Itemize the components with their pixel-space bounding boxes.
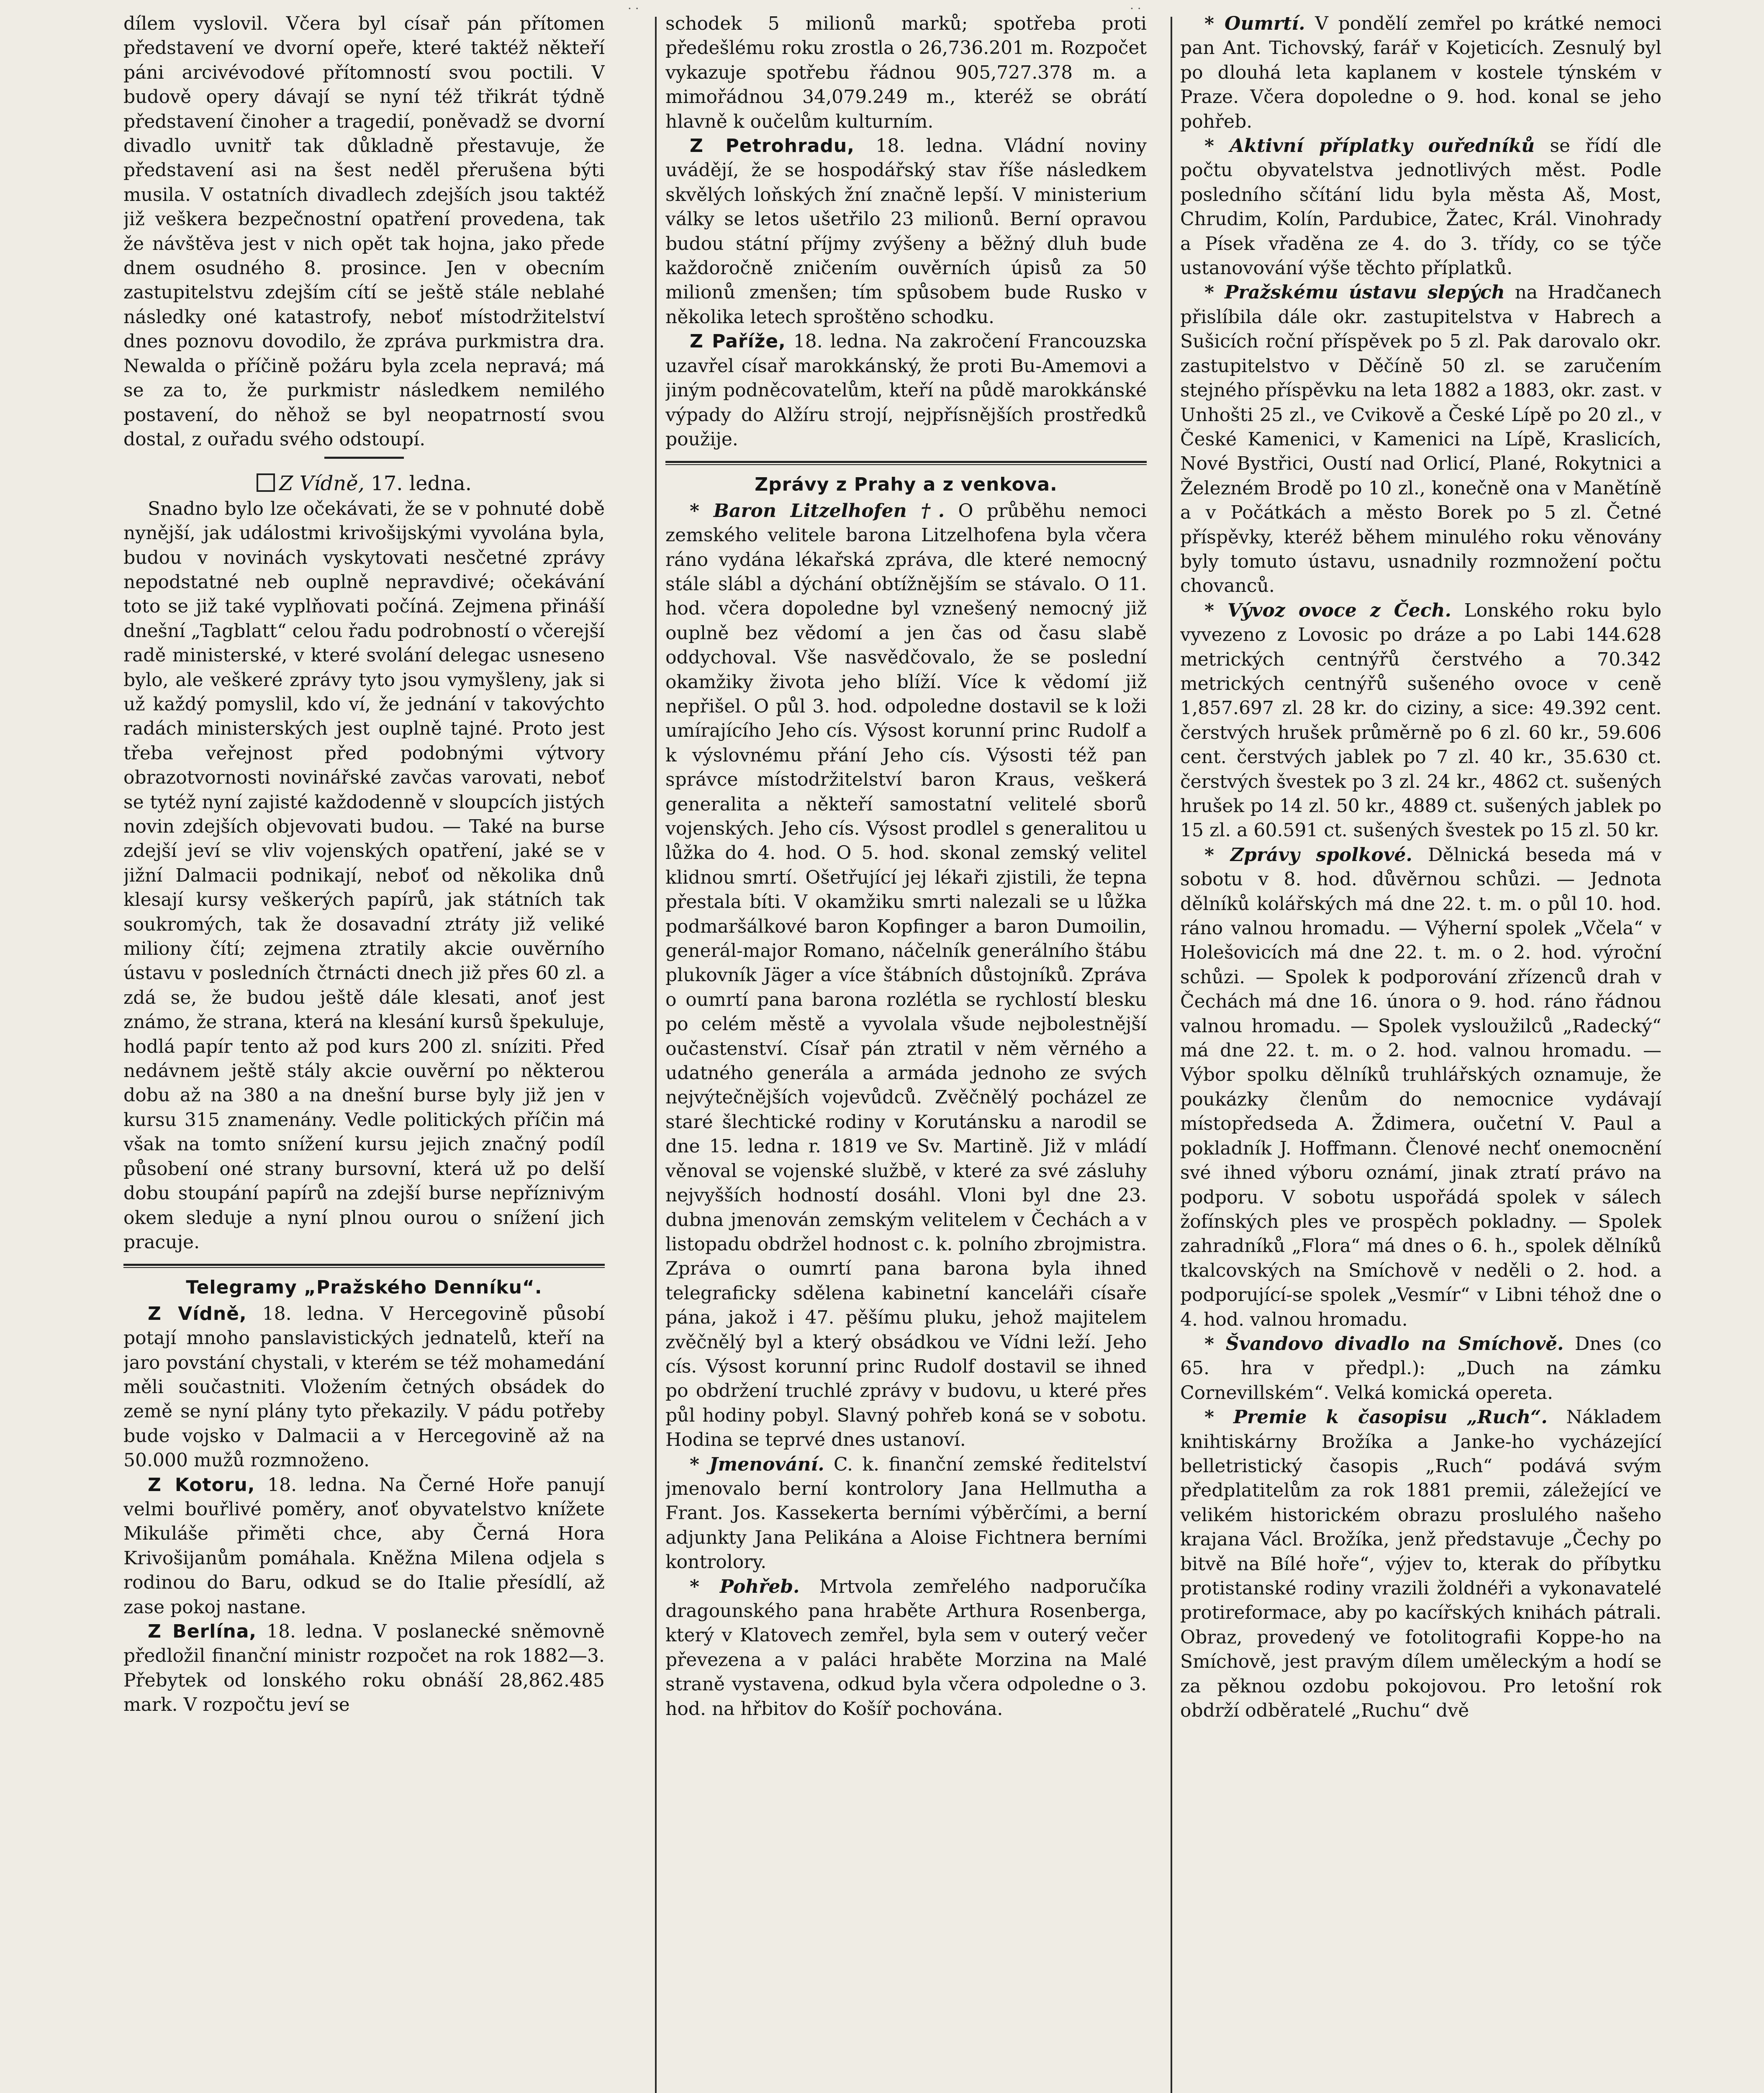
telegram-text: 18. ledna. Na zakročení Francouzska uzavřel císař marokkánský, že proti Bu-Amemovi a jiným podněcovatelům, kteří na půdě marokkánské výpady do Alžíru strojí, nejpřísnějších prostředků použije. [665, 331, 1147, 450]
news-title: * Premie k časopisu „Ruch“. [1204, 1406, 1548, 1428]
column-2 [665, 12, 1147, 2093]
news-text: V pondělí zemřel po krátké nemoci pan Ant. Tichovský, farář v Kojeticích. Zesnulý byl po dlouhá leta kaplanem v kostele týnském v Praze. Včera dopoledne o 9. hod. konal se jeho pohřeb. [1180, 13, 1661, 132]
news-title: * Zprávy spolkové. [1204, 844, 1412, 866]
page-marks: · · [628, 2, 639, 15]
telegram-text: 18. ledna. V poslanecké sněmovně předložil finanční ministr rozpočet na rok 1882—3. Přebytek od lonského roku obnáší 28,862.485 mark. V rozpočtu jeví se [123, 1621, 605, 1716]
telegram-place: Z Paříže, [690, 331, 786, 352]
column-1 [123, 12, 605, 2093]
section-rule [665, 461, 1147, 465]
news-text: C. k. finanční zemské ředitelství jmenovalo berní kontrolory Jana Hellmutha a Frant. Jos. Kassekerta berními výběrčími, a berní adjunkty Jana Pelikána a Aloise Fichtnera berními kontrolory. [665, 1453, 1147, 1573]
article-paragraph: dílem vyslovil. Včera byl císař pán přítomen představení ve dvorní opeře, které taktéž někteří páni arcivévodové přítomností svou poctili. V budově opery dávají se nyní též třikrát týdně představení činoher a tragedií, poněvadž se dvorní divadlo uvnitř tak důkladně přestavuje, že představení asi na šest neděl přerušena býti musila. V ostatních divadlech zdejších jsou taktéž již veškera bezpečnostní opatření provedena, tak že návštěva jest v nich opět tak hojna, jako přede dnem osudného 8. prosince. Jen v obecním zastupitelstvu zdejším cítí se ještě stále neblahé následky oné katastrofy, neboť místodržitelství dnes poznovu dovodilo, že zpráva purkmistra dra. Newalda o příčině požáru byla zcela nepravá; má se za to, že purkmistr následkem nemilého postavení, do něhož se byl neopatrností svou dostal, z ouřadu svého odstoupí. [123, 13, 605, 450]
news-item [1180, 599, 1661, 843]
dateline [123, 471, 605, 496]
telegram-text: 18. ledna. Na Černé Hoře panují velmi bouřlivé poměry, anoť obyvatelstvo knížete Mikuláše přiměti chce, aby Černá Hora Krivošijanům pomáhala. Kněžna Milena odjela s rodinou do Baru, odkud se do Italie přesídlí, až zase pokoj nastane. [123, 1474, 605, 1618]
section-rule [123, 1264, 605, 1268]
news-text: na Hradčanech přislíbila dále okr. zastupitelstva v Habrech a Sušicích roční příspěvek po 5 zl. Pak darovalo okr. zastupitelstvo v Děčíně 50 zl. se zaručením stejného příspěvku na leta 1882 a 1883, okr. zast. v Unhošti 25 zl., ve Cvikově a České Lípě po 20 zl., v České Kamenici, v Kamenici na Lípě, Kraslicích, Nové Bystřici, Oustí nad Orlicí, Plané, Rokytnici a Železném Brodě po 10 zl., konečně ona v Manětíně a v Počátkách a město Borek po 5 zl. Četné příspěvky, kteréž během minulého roku věnovány byly tomuto ústavu, usnadnily rozmnožení počtu chovanců. [1180, 282, 1661, 597]
news-item [1180, 1332, 1661, 1405]
news-title: * Baron Litzelhofen †. [690, 500, 945, 522]
news-item [665, 499, 1147, 1453]
news-title: * Pražskému ústavu slepých [1204, 282, 1505, 303]
news-item [1180, 12, 1661, 134]
telegram-place: Z Kotoru, [148, 1474, 255, 1496]
news-text: Dělnická beseda má v sobotu v 8. hod. důvěrnou schůzi. — Jednota dělníků kolářských má dne 22. t. m. o půl 10. hod. ráno valnou hromadu. — Výherní spolek „Včela“ v Holešovicích má dne 22. t. m. o 2. hod. výroční schůzi. — Spolek k podporování zřízenců drah v Čechách má dne 16. února o 9. hod. ráno řádnou valnou hromadu. — Spolek vysloužilců „Radecký“ má dne 22. t. m. o 2. hod. valnou hromadu. — Výbor spolku dělníků truhlářských oznamuje, že poukázky členům do nemocnice vydávají místopředseda A. Ždimera, oučetní V. Paul a pokladník J. Hoffmann. Členové nechť onemocnění své ihned výboru oznámí, jinak ztratí právo na podporu. V sobotu uspořádá spolek v sálech žofínských ples ve prospěch pokladny. — Spolek zahradníků „Flora“ má dnes o 6. h., spolek dělníků tkalcovských na Smíchově v neděli o 2. hod. a podporující-se spolek „Vesmír“ v Libni téhož dne o 4. hod. valnou hromadu. [1180, 844, 1661, 1330]
news-item [665, 1575, 1147, 1721]
page-marks: · · [1130, 2, 1141, 15]
news-text: se řídí dle počtu obyvatelstva jednotlivých měst. Podle posledního sčítání lidu byla města Aš, Most, Chrudim, Kolín, Pardubice, Žatec, Král. Vinohrady a Písek vřaděna ze 4. do 3. třídy, co se týče ustanovování výše těchto příplatků. [1180, 135, 1661, 279]
article-paragraph: Snadno bylo lze očekávati, že se v pohnuté době nynější, jak událostmi krivošijskými vyvolána byla, budou v novinách vyskytovati nesčetné zprávy nepodstatné neb ouplně nepravdivé; očekávání toto se již také vyplňovati počíná. Zejmena přináší dnešní „Tagblatt“ celou řadu podrobností o včerejší radě ministerské, v které svolání delegac usneseno bylo, ale veškeré zprávy tyto jsou vymyšleny, jak si už každý pomyslil, kdo ví, že jednání v takovýchto radách ministerských jest ouplně tajné. Proto jest třeba veřejnost před podobnými výtvory obrazotvornosti novinářské zavčas varovati, neboť se tytéž nyní zajisté každodenně v sloupcích jistých novin zdejších objevovati budou. — Také na burse zdejší jeví se vliv vojenských opatření, jaké se v jižní Dalmacii podnikají, neboť od několika dnů klesají kursy veškerých papírů, jak státních tak soukromých, tak že dosavadní ztráty již veliké miliony čítí; zejmena ztratily akcie ouvěrního ústavu v posledních čtrnácti dnech již přes 60 zl. a zdá se, že budou ještě dále klesati, anoť jest známo, že strana, která na klesání kursů špekuluje, hodlá papír tento až pod kurs 200 zl. sníziti. Před nedávnem ještě stály akcie ouvěrní po některou dobu až na 380 a na dnešní burse byly již jen v kursu 315 znamenány. Vedle politických příčin má však na tomto snížení kursu jejich značný podíl působení oné strany bursovní, která už po delší dobu stoupání papírů na zdejší burse nepříznivým okem sleduje a nyní plnou ourou o snížení jich pracuje. [123, 498, 605, 1253]
news-title: * Oumrtí. [1204, 13, 1305, 34]
telegram-text: 18. ledna. V Hercegovině působí potají mnoho panslavistických jednatelů, kteří na jaro povstání chystali, v kterém se též mohamedání měli součastniti. Vložením četných obsádek do země se nyní plány tyto překazily. V pádu potřeby bude vojsko v Dalmacii a v Hercegovině až na 50.000 mužů rozmnoženo. [123, 1303, 605, 1471]
news-item [665, 1453, 1147, 1575]
news-title: * Pohřeb. [690, 1576, 800, 1597]
column-3 [1180, 12, 1661, 2093]
news-text: Dnes (co 65. hra v předpl.): „Duch na zámku Cornevillském“. Velká komická opereta. [1180, 1333, 1661, 1404]
news-text: Lonského roku bylo vyvezeno z Lovosic po dráze a po Labi 144.628 metrických centnýřů čerstvého a 70.342 metrických centnýřů sušeného ovoce v ceně 1,857.697 zl. 28 kr. do ciziny, a sice: 49.392 cent. čerstvých hrušek průměrně po 6 zl. 60 kr., 59.606 cent. čerstvých jablek po 7 zl. 40 kr., 35.630 ct. čerstvých švestek po 3 zl. 24 kr., 4862 ct. sušených hrušek po 14 zl. 50 kr., 4889 ct. sušených jablek po 15 zl. a 60.591 ct. sušených švestek po 15 zl. 50 kr. [1180, 599, 1661, 841]
news-item [1180, 280, 1661, 598]
telegram-place: Z Petrohradu, [690, 135, 855, 157]
telegram [665, 329, 1147, 452]
news-text: Nákladem knihtiskárny Brožíka a Janke-ho vycházející belletristický časopis „Ruch“ podává svým předplatitelům za rok 1881 premii, záležející ve velikém historickém obrazu proslulého našeho krajana Václ. Brožíka, jenž představuje „Čechy po bitvě na Bílé hoře“, výjev to, kterak do příbytku protistanské rodiny vrazili žoldnéři a vykonavatelé protireformace, aby po kacířských knihách pátrali. Obraz, provedený ve fotolitografii Koppe-ho na Smíchově, jest pravým dílem uměleckým a hodí se za pěknou ozdobu pokojovou. Pro letošní rok obdrží odběratelé „Ruchu“ dvě [1180, 1406, 1661, 1722]
news-text: O průběhu nemoci zemského velitele barona Litzelhofena byla včera ráno vydána lékařská zpráva, dle které nemocný stále slábl a dýchání obtížnějším se stávalo. O 11. hod. včera dopoledne byl vznešený nemocný již ouplně bez vědomí a jen čas od času slabě oddychoval. Vše nasvědčovalo, že se poslední okamžiky života jeho blíží. Více k vědomí již nepřišel. O půl 3. hod. odpoledne dostavil se k loži umírajícího Jeho cís. Výsost korunní princ Rudolf a k výslovnému přání Jeho cís. Výsosti též pan správce místodržitelství baron Kraus, veškerá generalita a někteří samostatní velitelé sborů vojenských. Jeho cís. Výsost prodlel s generalitou u lůžka do 4. hod. O 5. hod. skonal zemský velitel klidnou smrtí. Ošetřující jej lékaři zjistili, že tepna přestala bíti. V okamžiku smrti nalezali se u lůžka podmaršálkové baron Kopfinger a baron Dumoilin, generál-major Romano, náčelník generálního štábu plukovník Jäger a více štábních důstojníků. Zpráva o oumrtí pana barona rozlétla se rychlostí blesku po celém městě a vyvolala všude nejbolestnější oučastenství. Císař pán ztratil v něm věrného a udatného generála a armáda jednoho ze svých nejvýtečnějších vojevůdců. Zvěčnělý pocházel ze staré šlechtické rodiny v Korutánsku a narodil se dne 15. ledna r. 1819 ve Sv. Martině. Již v mládí věnoval se vojenské službě, v které za své zásluhy nejvyšších hodností dosáhl. Vloni byl dne 23. dubna jmenován zemským velitelem v Čechách a v listopadu obdržel hodnost c. k. polního zbrojmistra. Zpráva o oumrtí pana barona byla ihned telegraficky sdělena kabinetní kanceláři císaře pána, jakož i 47. pěšímu pluku, jehož majitelem zvěčnělý byl a který obsádkou ve Vídni leží. Jeho cís. Výsost korunní princ Rudolf dostavil se ihned po obdržení truchlé zprávy v budovu, u které přes půl hodiny pobyl. Slavný pohřeb koná se v sobotu. Hodina se teprvé dnes ustanoví. [665, 500, 1147, 1451]
dateline-date: 17. ledna. [371, 472, 472, 496]
news-text: Mrtvola zemřelého nadporučíka dragounského pana hraběte Arthura Rosenberga, který v Klatovech zemřel, byla sem v outerý večer převezena a v paláci hraběte Morzina na Malé straně vystavena, odkud byla včera odpoledne o 3. hod. na hřbitov do Košíř pochována. [665, 1576, 1147, 1720]
news-title: * Aktivní příplatky ouředníků [1204, 135, 1535, 157]
separator-rule [324, 457, 404, 459]
telegram-place: Z Vídně, [148, 1303, 247, 1324]
section-heading: Zprávy z Prahy a z venkova. [755, 474, 1058, 496]
telegram [123, 1473, 605, 1620]
telegram [665, 134, 1147, 329]
news-item [1180, 1405, 1661, 1723]
telegram-place: Z Berlína, [148, 1621, 257, 1642]
telegram [123, 1620, 605, 1718]
news-title: * Vývoz ovoce z Čech. [1204, 599, 1451, 621]
square-box-icon [257, 473, 275, 492]
news-title: * Švandovo divadlo na Smíchově. [1204, 1333, 1564, 1355]
section-heading: Telegramy „Pražského Denníku“. [186, 1277, 542, 1298]
column-rule [655, 17, 657, 2093]
telegram [123, 1302, 605, 1473]
telegram-continuation: schodek 5 milionů marků; spotřeba proti předešlému roku zrostla o 26,736.201 m. Rozpočet vykazuje spotřebu řádnou 905,727.378 m. a mimořádnou 34,079.249 m., kteréž se obrátí hlavně k oučelům kulturním. [665, 13, 1147, 132]
news-title: * Jmenování. [690, 1453, 824, 1475]
telegram-text: 18. ledna. Vládní noviny uvádějí, že se hospodářský stav říše následkem skvělých loňských žní značně lepší. V ministerium války se letos ušetřilo 23 milionů. Berní opravou budou státní příjmy zvýšeny a běžný dluh bude každoročně zničením ouvěrních úpisů za 50 milionů zmenšen; tím spůsobem bude Rusko v několika letech sproštěno schodku. [665, 135, 1147, 328]
dateline-place: Z Vídně, [279, 472, 365, 496]
news-item [1180, 843, 1661, 1332]
column-rule [1171, 17, 1172, 2093]
news-item [1180, 134, 1661, 280]
